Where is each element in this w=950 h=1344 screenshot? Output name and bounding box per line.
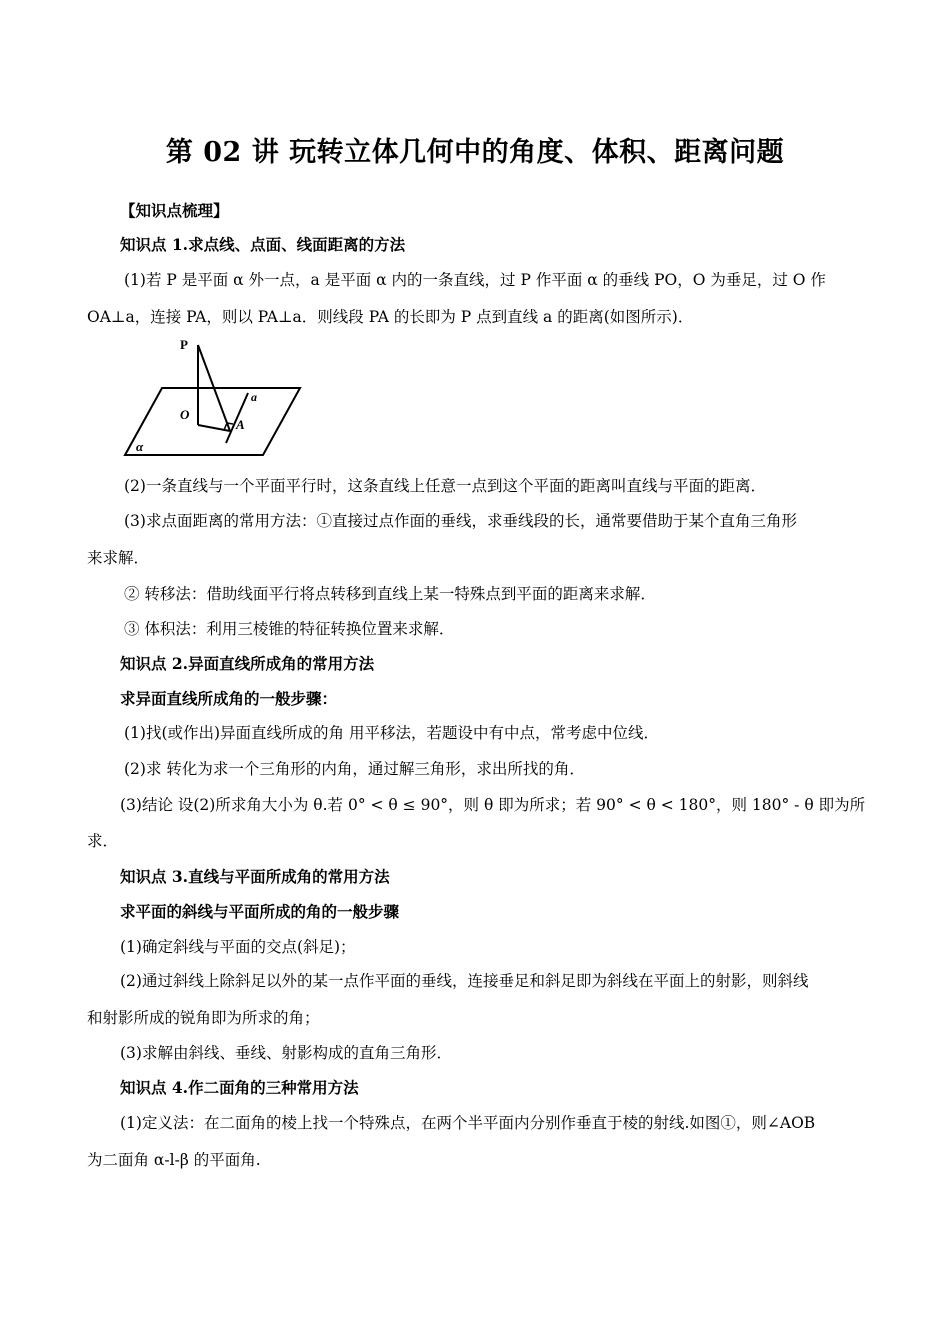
kp3-heading: 知识点 3.直线与平面所成角的常用方法 bbox=[120, 867, 390, 886]
kp3-step-3: (3)求解由斜线、垂线、射影构成的直角三角形． bbox=[120, 1044, 452, 1062]
kp3-subheading: 求平面的斜线与平面所成的角的一般步骤 bbox=[120, 902, 400, 921]
kp2-step-2: (2)求 转化为求一个三角形的内角，通过解三角形，求出所找的角． bbox=[124, 760, 585, 778]
kp1-paragraph-1-line-2: OA⊥a，连接 PA，则以 PA⊥a．则线段 PA 的长即为 P 点到直线 a 的距离(如图所示)． bbox=[87, 308, 694, 326]
point-to-line-distance-figure bbox=[110, 333, 310, 461]
kp3-step-1: (1)确定斜线与平面的交点(斜足)； bbox=[120, 938, 356, 956]
kp1-paragraph-2: (2)一条直线与一个平面平行时，这条直线上任意一点到这个平面的距离叫直线与平面的距离． bbox=[124, 477, 766, 495]
kp2-subheading: 求异面直线所成角的一般步骤： bbox=[120, 689, 338, 708]
kp4-step-1-line-2: 为二面角 α-l-β 的平面角. bbox=[87, 1151, 261, 1169]
kp4-step-1-line-1: (1)定义法：在二面角的棱上找一个特殊点，在两个半平面内分别作垂直于棱的射线.如图①，则∠AOB bbox=[120, 1114, 816, 1132]
kp1-method-transfer: ② 转移法：借助线面平行将点转移到直线上某一特殊点到平面的距离来求解． bbox=[124, 585, 656, 603]
kp1-heading: 知识点 1.求点线、点面、线面距离的方法 bbox=[120, 235, 406, 254]
kp2-step-1: (1)找(或作出)异面直线所成的角 用平移法，若题设中有中点，常考虑中位线． bbox=[124, 724, 659, 742]
kp2-step-3-line-2: 求． bbox=[87, 832, 119, 850]
kp1-paragraph-3-line-2: 来求解． bbox=[87, 549, 150, 567]
kp3-step-2-line-1: (2)通过斜线上除斜足以外的某一点作平面的垂线，连接垂足和斜足即为斜线在平面上的射影，则斜线 bbox=[120, 972, 809, 990]
plane-alpha-shape bbox=[125, 388, 300, 455]
label-A: A bbox=[236, 417, 245, 432]
kp1-paragraph-1-line-1: (1)若 P 是平面 α 外一点，a 是平面 α 内的一条直线，过 P 作平面 α 的垂线 PO，O 为垂足，过 O 作 bbox=[124, 271, 826, 289]
kp2-heading: 知识点 2.异面直线所成角的常用方法 bbox=[120, 654, 375, 673]
label-alpha: α bbox=[136, 439, 144, 454]
kp2-step-3-line-1: (3)结论 设(2)所求角大小为 θ.若 0° < θ ≤ 90°，则 θ 即为所求；若 90° < θ < 180°，则 180° - θ 即为所 bbox=[120, 796, 866, 814]
page-title: 第 02 讲 玩转立体几何中的角度、体积、距离问题 bbox=[165, 137, 785, 168]
kp1-method-volume: ③ 体积法：利用三棱锥的特征转换位置来求解． bbox=[124, 620, 455, 638]
kp1-paragraph-3-line-1: (3)求点面距离的常用方法：①直接过点作面的垂线，求垂线段的长，通常要借助于某个直角三角形 bbox=[124, 512, 797, 530]
kp4-heading: 知识点 4.作二面角的三种常用方法 bbox=[120, 1078, 359, 1097]
kp3-step-2-line-2: 和射影所成的锐角即为所求的角； bbox=[87, 1009, 320, 1027]
label-a: a bbox=[251, 390, 257, 404]
label-P: P bbox=[180, 337, 188, 352]
section-header: 【知识点梳理】 bbox=[120, 201, 229, 220]
label-O: O bbox=[180, 407, 190, 422]
